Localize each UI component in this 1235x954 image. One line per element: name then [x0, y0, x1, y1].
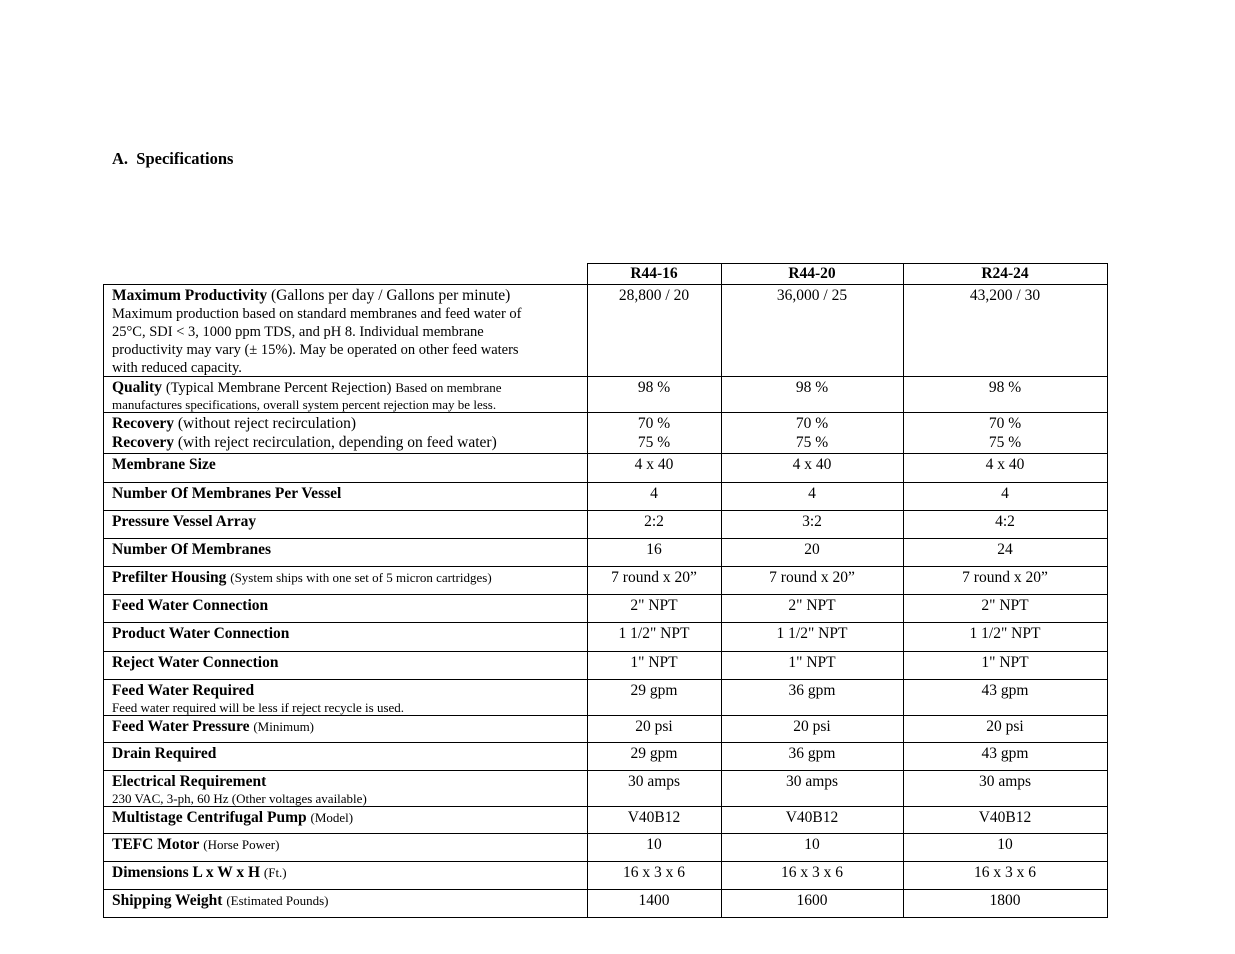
row-label — [112, 484, 582, 503]
row-label — [112, 596, 582, 615]
row-note-line: 25°C, SDI < 3, 1000 ppm TDS, and pH 8. Individual membrane — [112, 324, 484, 340]
row-label-qualifier: (with reject recirculation, depending on feed water) — [177, 434, 497, 451]
row-label — [112, 772, 582, 806]
row-value — [574, 568, 734, 587]
row-value-text: 4 — [1001, 485, 1009, 502]
row-value — [574, 512, 734, 531]
row-value-text: 4 x 40 — [634, 456, 674, 473]
row-divider — [103, 715, 1108, 716]
row-value-text: 10 — [646, 836, 662, 853]
column-header: R44-20 — [788, 265, 836, 282]
row-value — [925, 378, 1085, 397]
row-value-text: 4 x 40 — [792, 456, 832, 473]
row-divider — [103, 806, 1108, 807]
row-value — [732, 568, 892, 587]
row-value — [574, 596, 734, 615]
row-label-qualifier: (Horse Power) — [203, 837, 280, 852]
row-value-text: 4 — [808, 485, 816, 502]
row-value-text: 10 — [997, 836, 1013, 853]
row-value — [925, 863, 1085, 882]
row-note-line: manufactures specifications, overall system percent rejection may be less. — [112, 397, 497, 412]
row-value-text: 7 round x 20” — [769, 569, 855, 586]
row-value — [732, 484, 892, 503]
row-label — [112, 681, 582, 715]
row-value-text: 1" NPT — [630, 654, 678, 671]
row-value-text: 16 — [646, 541, 662, 558]
section-title: A. Specifications — [112, 149, 234, 168]
row-divider — [103, 566, 1108, 567]
row-value-text: 24 — [997, 541, 1013, 558]
row-value-text: 20 — [804, 541, 820, 558]
row-value-text: 1 1/2" NPT — [618, 625, 690, 642]
row-value-text: 16 x 3 x 6 — [781, 864, 843, 881]
row-label-title: Electrical Requirement — [112, 773, 267, 790]
row-value — [574, 681, 734, 700]
row-value-text: 20 psi — [635, 718, 673, 735]
row-label — [112, 863, 582, 882]
row-value — [574, 744, 734, 763]
row-value — [574, 484, 734, 503]
column-header: R44-16 — [630, 265, 678, 282]
row-value-text: 75 % — [637, 434, 671, 451]
column-divider — [903, 284, 904, 918]
row-value — [732, 414, 892, 452]
row-label-title: Feed Water Required — [112, 682, 255, 699]
row-value-text: 75 % — [988, 434, 1022, 451]
row-value-text: 36 gpm — [788, 745, 836, 762]
row-note-line: 230 VAC, 3-ph, 60 Hz (Other voltages available) — [112, 791, 367, 806]
row-value-text: 70 % — [795, 415, 829, 432]
row-value-text: 2" NPT — [630, 597, 678, 614]
row-label-qualifier: (Typical Membrane Percent Rejection) — [165, 380, 392, 396]
row-value — [925, 744, 1085, 763]
row-value-text: 43 gpm — [981, 745, 1029, 762]
row-value-text: 7 round x 20” — [962, 569, 1048, 586]
column-header: R24-24 — [981, 265, 1029, 282]
row-value-text: 75 % — [795, 434, 829, 451]
row-value — [925, 835, 1085, 854]
row-value — [574, 414, 734, 452]
row-value — [574, 891, 734, 910]
row-label — [112, 286, 582, 377]
row-value — [732, 835, 892, 854]
row-label — [112, 653, 582, 672]
row-value-text: 20 psi — [986, 718, 1024, 735]
row-value — [925, 624, 1085, 643]
row-value — [925, 484, 1085, 503]
table-right-border — [1107, 284, 1108, 918]
row-label — [112, 414, 582, 452]
row-value — [732, 512, 892, 531]
row-divider — [103, 594, 1108, 595]
row-note-line: Feed water required will be less if reject recycle is used. — [112, 700, 405, 715]
row-value — [732, 286, 892, 305]
row-label-qualifier: (Ft.) — [263, 865, 287, 880]
row-label-title: Prefilter Housing — [112, 569, 227, 586]
row-label-title: Recovery — [112, 415, 174, 432]
row-value — [925, 540, 1085, 559]
row-value-text: 2" NPT — [981, 597, 1029, 614]
row-value-text: 16 x 3 x 6 — [623, 864, 685, 881]
row-value — [574, 717, 734, 736]
row-label-title: Reject Water Connection — [112, 654, 279, 671]
row-value-text: 1800 — [989, 892, 1021, 909]
row-label-qualifier: (Minimum) — [253, 719, 315, 734]
row-label-title: Number Of Membranes — [112, 541, 271, 558]
row-label — [112, 808, 582, 827]
row-value-text: 4 — [650, 485, 658, 502]
row-value — [732, 455, 892, 474]
row-label — [112, 624, 582, 643]
row-label-title: Drain Required — [112, 745, 217, 762]
row-value-text: 29 gpm — [630, 745, 678, 762]
row-label — [112, 891, 582, 910]
row-divider — [103, 770, 1108, 771]
row-value-text: 29 gpm — [630, 682, 678, 699]
row-value — [732, 681, 892, 700]
row-value-text: 36,000 / 25 — [776, 287, 848, 304]
row-label-title: Multistage Centrifugal Pump — [112, 809, 307, 826]
row-value — [925, 286, 1085, 305]
row-value — [574, 624, 734, 643]
row-label-qualifier: (Model) — [310, 810, 354, 825]
row-label-qualifier: (without reject recirculation) — [177, 415, 357, 432]
row-value — [574, 808, 734, 827]
row-value — [732, 596, 892, 615]
row-divider — [103, 861, 1108, 862]
row-note-line: productivity may vary (± 15%). May be operated on other feed waters — [112, 342, 519, 358]
row-value — [574, 540, 734, 559]
row-label-qualifier: Based on membrane — [395, 380, 502, 395]
row-label — [112, 378, 582, 413]
row-value-text: 43 gpm — [981, 682, 1029, 699]
row-value — [574, 378, 734, 397]
row-value-text: 1" NPT — [981, 654, 1029, 671]
row-label-title: Product Water Connection — [112, 625, 290, 642]
row-value-text: 30 amps — [627, 773, 681, 790]
row-value-text: 70 % — [637, 415, 671, 432]
row-value — [732, 808, 892, 827]
row-divider — [103, 679, 1108, 680]
row-value — [732, 653, 892, 672]
row-label-title: Pressure Vessel Array — [112, 513, 257, 530]
row-label-title: Feed Water Pressure — [112, 718, 250, 735]
table-header-divider — [903, 263, 904, 284]
row-value — [925, 717, 1085, 736]
row-value — [574, 772, 734, 791]
row-divider — [103, 622, 1108, 623]
row-value — [925, 414, 1085, 452]
row-label-qualifier: (Gallons per day / Gallons per minute) — [271, 287, 511, 304]
row-value-text: 16 x 3 x 6 — [974, 864, 1036, 881]
row-value-text: 30 amps — [785, 773, 839, 790]
row-label-qualifier: (System ships with one set of 5 micron cartridges) — [230, 570, 492, 585]
row-value-text: 7 round x 20” — [611, 569, 697, 586]
row-value-text: 10 — [804, 836, 820, 853]
row-label — [112, 717, 582, 736]
row-value-text: 1 1/2" NPT — [969, 625, 1041, 642]
row-label — [112, 455, 582, 474]
row-divider — [103, 453, 1108, 454]
table-top-border — [103, 284, 1108, 285]
row-value-text: 1 1/2" NPT — [776, 625, 848, 642]
row-value-text: 4 x 40 — [985, 456, 1025, 473]
row-label-title: Feed Water Connection — [112, 597, 269, 614]
row-value — [925, 455, 1085, 474]
row-value — [925, 681, 1085, 700]
row-divider — [103, 482, 1108, 483]
row-value — [574, 286, 734, 305]
row-value-text: 70 % — [988, 415, 1022, 432]
row-label-title: Membrane Size — [112, 456, 216, 473]
row-value — [574, 835, 734, 854]
row-value — [925, 808, 1085, 827]
row-value-text: 4:2 — [995, 513, 1015, 530]
row-divider — [103, 833, 1108, 834]
row-value-text: 98 % — [637, 379, 671, 396]
row-divider — [103, 651, 1108, 652]
row-value — [925, 512, 1085, 531]
row-value-text: 98 % — [795, 379, 829, 396]
row-label-title: Dimensions L x W x H — [112, 864, 261, 881]
row-divider — [103, 538, 1108, 539]
row-value — [925, 772, 1085, 791]
table-bottom-border — [103, 917, 1108, 918]
row-note-line: Maximum production based on standard membranes and feed water of — [112, 306, 522, 322]
row-value — [925, 891, 1085, 910]
row-value-text: 1600 — [796, 892, 828, 909]
row-value — [925, 568, 1085, 587]
row-value-text: 2:2 — [644, 513, 664, 530]
row-label-title: Maximum Productivity — [112, 287, 268, 304]
table-header-divider — [1107, 263, 1108, 284]
row-value-text: 98 % — [988, 379, 1022, 396]
row-value — [574, 863, 734, 882]
row-value-text: 43,200 / 30 — [969, 287, 1041, 304]
table-left-border — [103, 284, 104, 918]
row-divider — [103, 510, 1108, 511]
row-value — [574, 653, 734, 672]
row-value — [732, 772, 892, 791]
row-label-title: Shipping Weight — [112, 892, 223, 909]
row-value-text: 36 gpm — [788, 682, 836, 699]
row-value-text: 3:2 — [802, 513, 822, 530]
row-label — [112, 744, 582, 763]
row-value-text: 1" NPT — [788, 654, 836, 671]
row-value-text: V40B12 — [978, 809, 1032, 826]
row-value-text: V40B12 — [627, 809, 681, 826]
row-value-text: 1400 — [638, 892, 670, 909]
row-value — [732, 378, 892, 397]
row-label-qualifier: (Estimated Pounds) — [226, 893, 329, 908]
row-label-title: TEFC Motor — [112, 836, 200, 853]
row-value — [574, 455, 734, 474]
row-value-text: 2" NPT — [788, 597, 836, 614]
row-value — [925, 596, 1085, 615]
row-value — [732, 891, 892, 910]
row-value-text: 28,800 / 20 — [618, 287, 690, 304]
row-label-title: Quality — [112, 379, 162, 396]
row-value — [732, 540, 892, 559]
row-label — [112, 835, 582, 854]
row-label — [112, 540, 582, 559]
row-value — [732, 624, 892, 643]
row-value — [732, 744, 892, 763]
row-value-text: 30 amps — [978, 773, 1032, 790]
row-label-title: Number Of Membranes Per Vessel — [112, 485, 342, 502]
row-value-text: V40B12 — [785, 809, 839, 826]
row-value — [732, 717, 892, 736]
row-value-text: 20 psi — [793, 718, 831, 735]
row-value — [732, 863, 892, 882]
row-label-title: Recovery — [112, 434, 174, 451]
row-label — [112, 512, 582, 531]
row-label — [112, 568, 582, 587]
row-note-line: with reduced capacity. — [112, 360, 242, 376]
row-divider — [103, 889, 1108, 890]
row-divider — [103, 742, 1108, 743]
row-value — [925, 653, 1085, 672]
